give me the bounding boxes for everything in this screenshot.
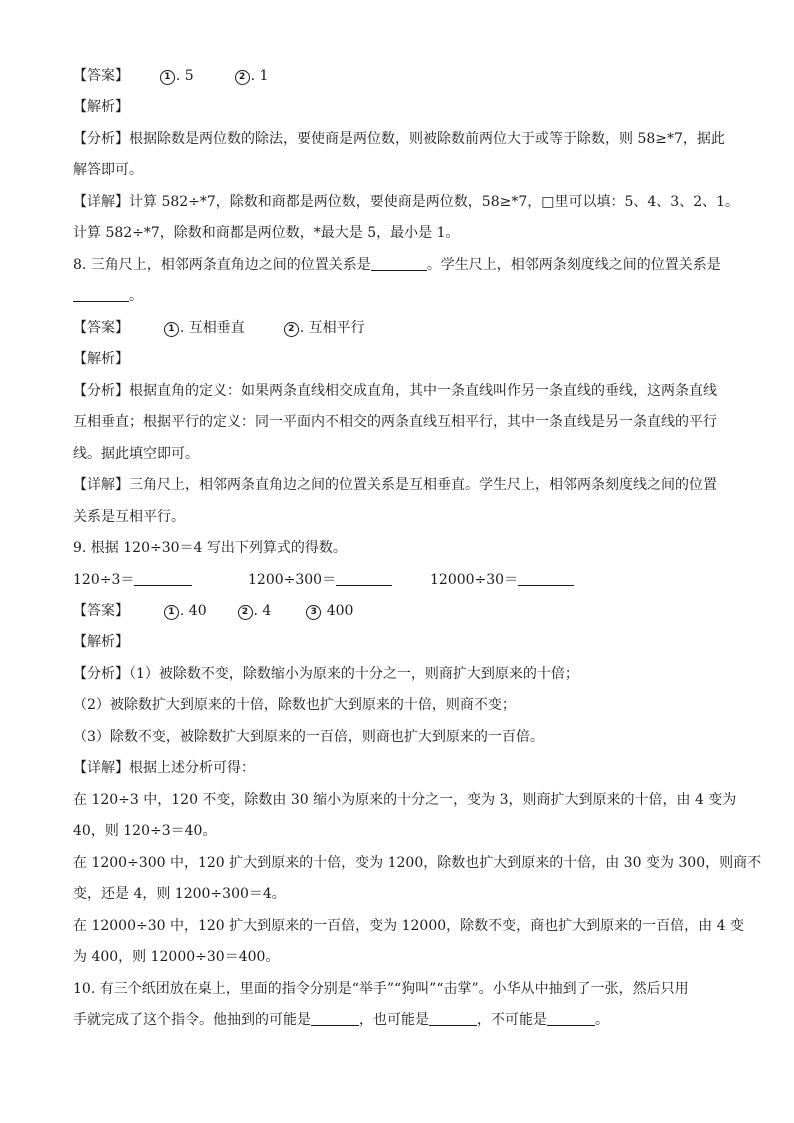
- q9-answer-line: [73, 601, 353, 621]
- q9-analysis-cont: （2）被除数扩大到原来的十倍，除数也扩大到原来的十倍，则商不变；: [73, 697, 516, 713]
- q9-detail-line: 在 12000÷30 中，120 扩大到原来的一百倍，变为 12000，除数不变，商也扩大到原来的一百倍，由 4 变: [73, 918, 744, 934]
- answer-item: 3 400: [306, 603, 353, 619]
- q8-detail-cont: 关系是互相平行。: [73, 509, 185, 525]
- q8-analysis-cont: 线。据此填空即可。: [73, 446, 199, 462]
- circled-number-icon: 2: [235, 70, 250, 85]
- q8-answer-line: [73, 318, 365, 338]
- circled-number-icon: 1: [164, 322, 179, 337]
- answer-blank: [371, 256, 427, 271]
- q10-stem: 10. 有三个纸团放在桌上，里面的指令分别是“举手”“狗叫”“击掌”。小华从中抽到了一张，然后只用: [73, 981, 689, 997]
- q9-equation: 12000÷30＝: [430, 570, 574, 590]
- answer-item: 1 . 5: [160, 68, 194, 84]
- analysis-tag: 【解析】: [73, 351, 129, 367]
- q8-stem-cont: 。: [73, 286, 143, 306]
- q9-detail-line: 40，则 120÷3＝40。: [73, 823, 217, 839]
- q7-answer-line: [73, 66, 268, 86]
- q9-detail-line: 在 120÷3 中，120 不变，除数由 30 缩小为原来的十分之一，变为 3，则商扩大到原来的十倍，由 4 变为: [73, 792, 737, 808]
- answer-item: 2 . 互相平行: [284, 320, 365, 336]
- circled-number-icon: 3: [306, 605, 321, 620]
- circled-number-icon: 1: [164, 605, 179, 620]
- q8-detail: 【详解】三角尺上，相邻两条直角边之间的位置关系是互相垂直。学生尺上，相邻两条刻度线之间的位置: [73, 477, 717, 493]
- analysis-tag: 【解析】: [73, 634, 129, 650]
- q9-detail-line: 为 400，则 12000÷30＝400。: [73, 949, 280, 965]
- answer-tag: 【答案】: [73, 603, 129, 619]
- q7-detail-cont: 计算 582÷*7，除数和商都是两位数，*最大是 5，最小是 1。: [73, 225, 460, 241]
- circled-number-icon: 2: [284, 322, 299, 337]
- answer-item: 1 . 40: [164, 603, 207, 619]
- answer-blank: [429, 1011, 477, 1026]
- q9-analysis: 【分析】（1）被除数不变，除数缩小为原来的十分之一，则商扩大到原来的十倍；: [73, 666, 579, 682]
- answer-item: 1 . 互相垂直: [164, 320, 245, 336]
- answer-tag: 【答案】: [73, 320, 129, 336]
- circled-number-icon: 2: [238, 605, 253, 620]
- analysis-tag: 【解析】: [73, 99, 129, 115]
- answer-blank: [134, 571, 192, 586]
- q9-stem: 9. 根据 120÷30＝4 写出下列算式的得数。: [73, 540, 347, 556]
- q9-equation: 1200÷300＝: [248, 570, 392, 590]
- answer-blank: [547, 1011, 595, 1026]
- q7-analysis: 【分析】根据除数是两位数的除法，要使商是两位数，则被除数前两位大于或等于除数，则 58≥*7，据此: [73, 131, 725, 147]
- answer-blank: [73, 287, 129, 302]
- q8-analysis-cont: 互相垂直；根据平行的定义：同一平面内不相交的两条直线互相平行，其中一条直线是另一条直线的平行: [73, 414, 717, 430]
- answer-item: 2 . 1: [235, 68, 269, 84]
- q8-stem: 8. 三角尺上，相邻两条直角边之间的位置关系是 。学生尺上，相邻两条刻度线之间的位置关系是: [73, 257, 721, 273]
- answer-item: 2 . 4: [238, 603, 272, 619]
- q7-detail: 【详解】计算 582÷*7，除数和商都是两位数，要使商是两位数，58≥*7，□里可以填：5、4、3、2、1。: [73, 194, 740, 210]
- q9-detail: 【详解】根据上述分析可得：: [73, 760, 255, 776]
- q9-detail-line: 变，还是 4，则 1200÷300＝4。: [73, 886, 286, 902]
- q8-analysis: 【分析】根据直角的定义：如果两条直线相交成直角，其中一条直线叫作另一条直线的垂线，这两条直线: [73, 383, 717, 399]
- q9-analysis-cont: （3）除数不变，被除数扩大到原来的一百倍，则商也扩大到原来的一百倍。: [73, 729, 544, 745]
- answer-blank: [336, 571, 392, 586]
- answer-tag: 【答案】: [73, 68, 129, 84]
- answer-blank: [311, 1011, 359, 1026]
- q7-analysis-cont: 解答即可。: [73, 162, 143, 178]
- answer-blank: [518, 571, 574, 586]
- q9-detail-line: 在 1200÷300 中，120 扩大到原来的十倍，变为 1200，除数也扩大到原来的十倍，由 30 变为 300，则商不: [73, 855, 762, 871]
- q10-stem-cont: 手就完成了这个指令。他抽到的可能是 ，也可能是 ，不可能是 。: [73, 1012, 609, 1028]
- circled-number-icon: 1: [160, 70, 175, 85]
- q9-equation: 120÷3＝: [73, 570, 192, 590]
